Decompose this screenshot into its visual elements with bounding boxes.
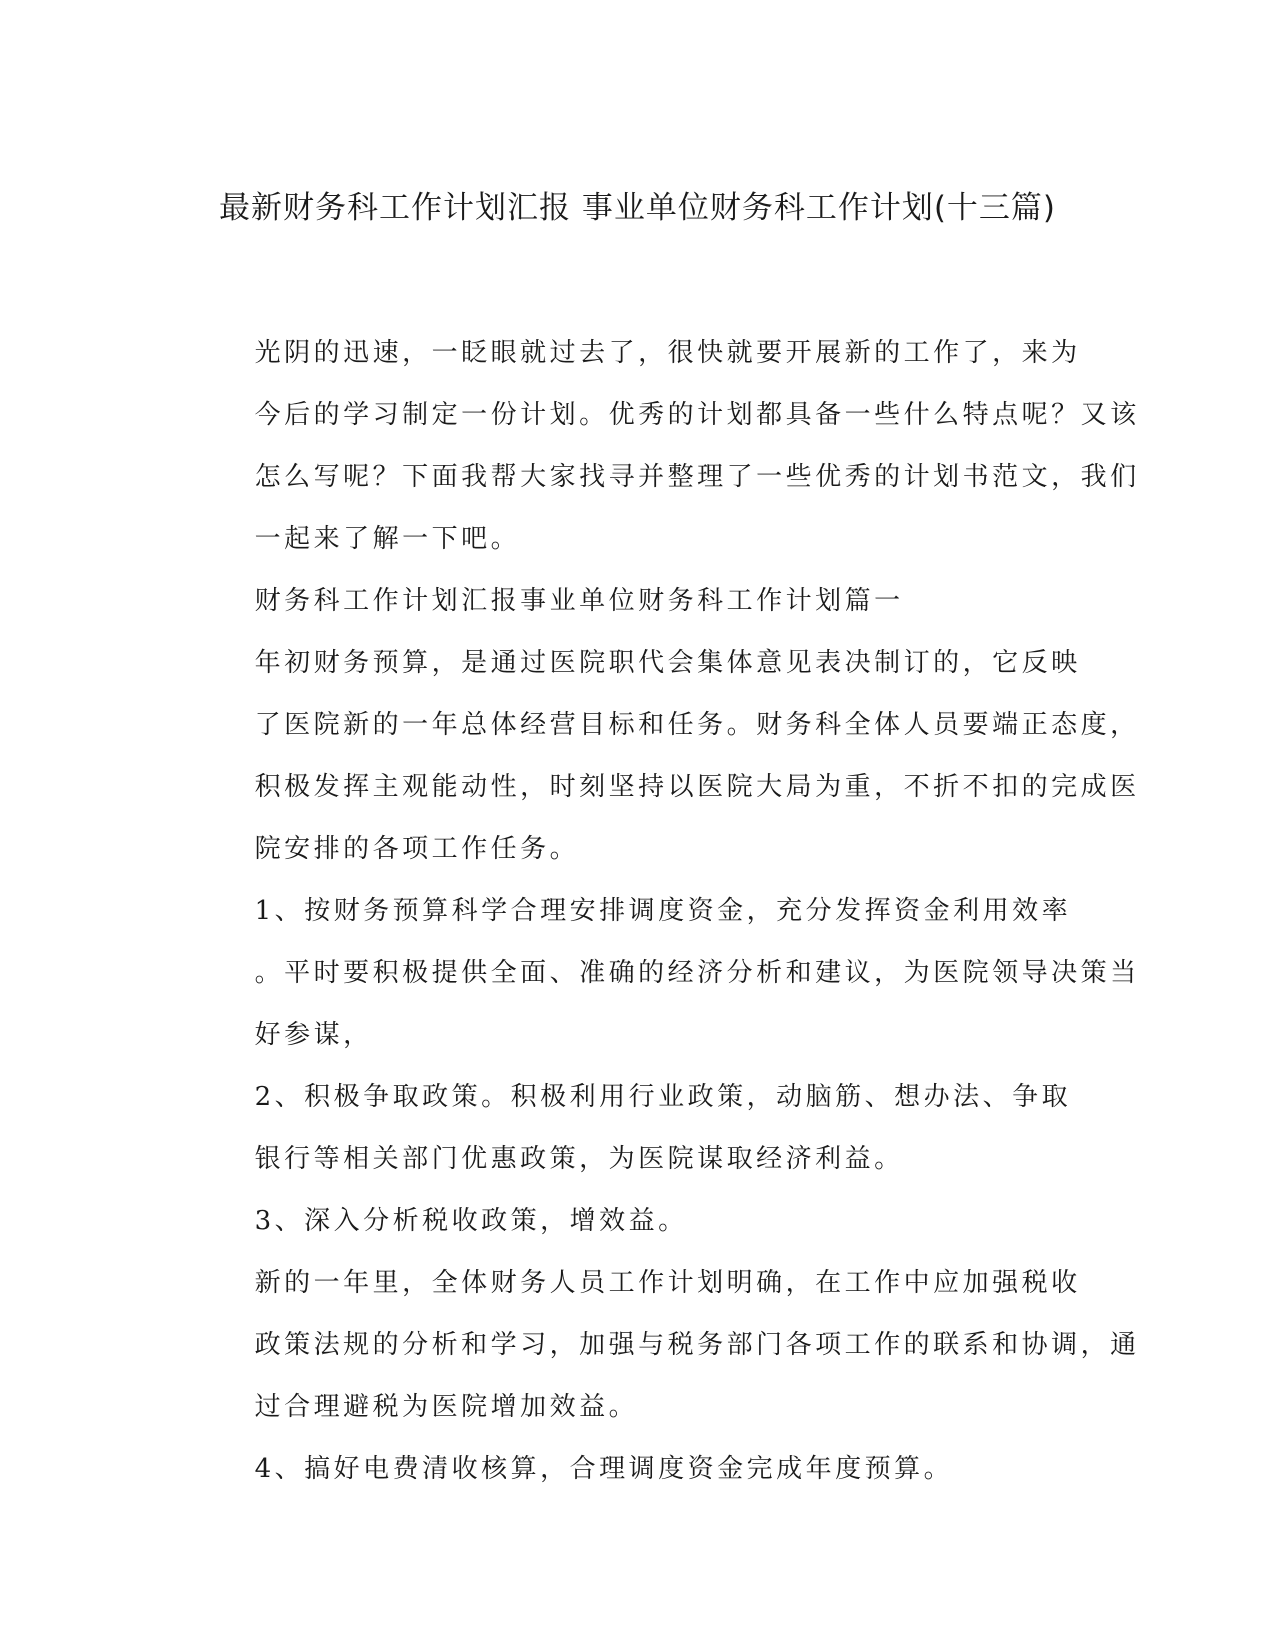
paragraph-line: 政策法规的分析和学习，加强与税务部门各项工作的联系和协调，通 bbox=[254, 1330, 1140, 1360]
paragraph bbox=[187, 632, 1140, 880]
paragraph-line: 积极发挥主观能动性，时刻坚持以医院大局为重，不折不扣的完成医 bbox=[254, 772, 1140, 802]
paragraph-line: 2、积极争取政策。积极利用行业政策，动脑筋、想办法、争取 bbox=[254, 1082, 1072, 1112]
paragraph-line: 过合理避税为医院增加效益。 bbox=[254, 1392, 639, 1422]
paragraph-line: 年初财务预算，是通过医院职代会集体意见表决制订的，它反映 bbox=[254, 648, 1081, 678]
paragraph-line: 1、按财务预算科学合理安排调度资金，充分发挥资金利用效率 bbox=[254, 896, 1072, 926]
paragraph-line: 院安排的各项工作任务。 bbox=[254, 834, 580, 864]
paragraph-line: 怎么写呢？下面我帮大家找寻并整理了一些优秀的计划书范文，我们 bbox=[254, 462, 1140, 492]
paragraph-line: 银行等相关部门优惠政策，为医院谋取经济利益。 bbox=[254, 1144, 904, 1174]
paragraph-line: 光阴的迅速，一眨眼就过去了，很快就要开展新的工作了，来为 bbox=[254, 338, 1081, 368]
paragraph-line: 4、搞好电费清收核算，合理调度资金完成年度预算。 bbox=[254, 1454, 954, 1484]
paragraph-line: 一起来了解一下吧。 bbox=[254, 524, 521, 554]
paragraph-line: 财务科工作计划汇报事业单位财务科工作计划篇一 bbox=[254, 586, 904, 616]
paragraph bbox=[187, 880, 1140, 1066]
paragraph-line: 了医院新的一年总体经营目标和任务。财务科全体人员要端正态度， bbox=[254, 710, 1140, 740]
paragraph bbox=[187, 1066, 1087, 1190]
paragraph-line: 3、深入分析税收政策，增效益。 bbox=[254, 1206, 688, 1236]
document-title: 最新财务科工作计划汇报 事业单位财务科工作计划(十三篇) bbox=[218, 190, 1057, 226]
paragraph bbox=[187, 322, 1140, 570]
paragraph bbox=[187, 1438, 1087, 1500]
paragraph bbox=[187, 1252, 1140, 1438]
paragraph-line: 新的一年里，全体财务人员工作计划明确，在工作中应加强税收 bbox=[254, 1268, 1081, 1298]
document-body bbox=[187, 322, 1140, 1500]
paragraph bbox=[187, 570, 1087, 632]
paragraph-line: 今后的学习制定一份计划。优秀的计划都具备一些什么特点呢？又该 bbox=[254, 400, 1140, 430]
paragraph bbox=[187, 1190, 1087, 1252]
paragraph-line: 好参谋， bbox=[254, 1020, 373, 1050]
paragraph-line: 。平时要积极提供全面、准确的经济分析和建议，为医院领导决策当 bbox=[254, 958, 1140, 988]
